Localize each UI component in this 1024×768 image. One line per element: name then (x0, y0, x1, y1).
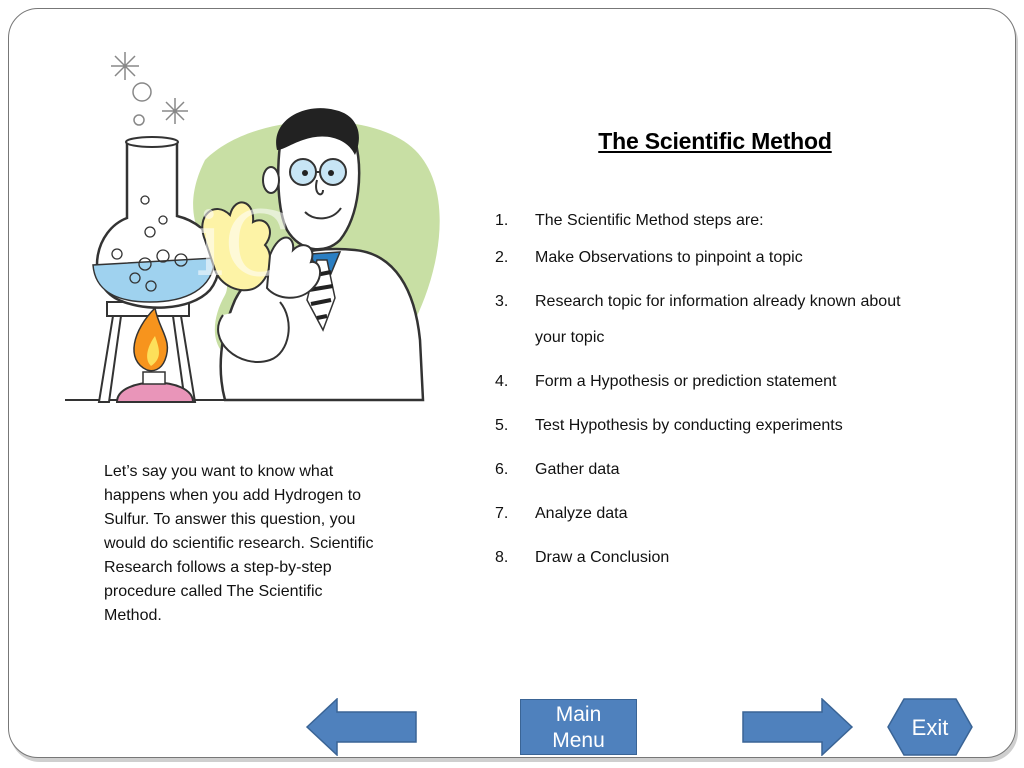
step-number: 3. (495, 293, 509, 310)
list-item (495, 496, 935, 532)
step-number: 4. (495, 373, 509, 390)
list-item (495, 240, 935, 276)
step-text-continued: your topic (535, 329, 605, 346)
step-text: Draw a Conclusion (535, 549, 670, 566)
step-number: 6. (495, 461, 509, 478)
step-text: Analyze data (535, 505, 628, 522)
list-item (495, 540, 935, 576)
right-arrow-icon (743, 699, 852, 755)
main-menu-label-line1: Main (555, 703, 602, 726)
exit-label: Exit (911, 715, 949, 740)
step-text: Form a Hypothesis or prediction statement (535, 373, 837, 390)
list-item (495, 208, 935, 234)
intro-paragraph: Let’s say you want to know what happens when you add Hydrogen to Sulfur. To answer this question, you would do scientific research. Scientific Research follows a step-by-step procedure called The Scientific Method. (104, 463, 374, 624)
scientist-illustration (55, 40, 445, 425)
list-item (495, 408, 935, 444)
main-menu-button[interactable] (520, 699, 637, 755)
back-button[interactable] (305, 698, 419, 756)
left-arrow-icon (307, 699, 416, 755)
step-text: Test Hypothesis by conducting experiments (535, 417, 843, 434)
forward-button[interactable] (740, 698, 854, 756)
exit-button[interactable] (886, 698, 974, 756)
step-number: 7. (495, 505, 509, 522)
step-number: 5. (495, 417, 509, 434)
step-text: Research topic for information already known about (535, 293, 901, 310)
step-text: Make Observations to pinpoint a topic (535, 249, 803, 266)
list-item (495, 364, 935, 400)
list-item (495, 284, 935, 356)
step-number: 1. (495, 212, 509, 229)
list-item (495, 452, 935, 488)
step-text: The Scientific Method steps are: (535, 212, 764, 229)
step-text: Gather data (535, 461, 620, 478)
steps-list (495, 208, 935, 576)
main-menu-label-line2: Menu (552, 729, 605, 752)
svg-text:iC: iC (195, 192, 293, 297)
burner (117, 383, 193, 403)
step-number: 8. (495, 549, 509, 566)
step-number: 2. (495, 249, 509, 266)
page-title: The Scientific Method (598, 128, 832, 154)
